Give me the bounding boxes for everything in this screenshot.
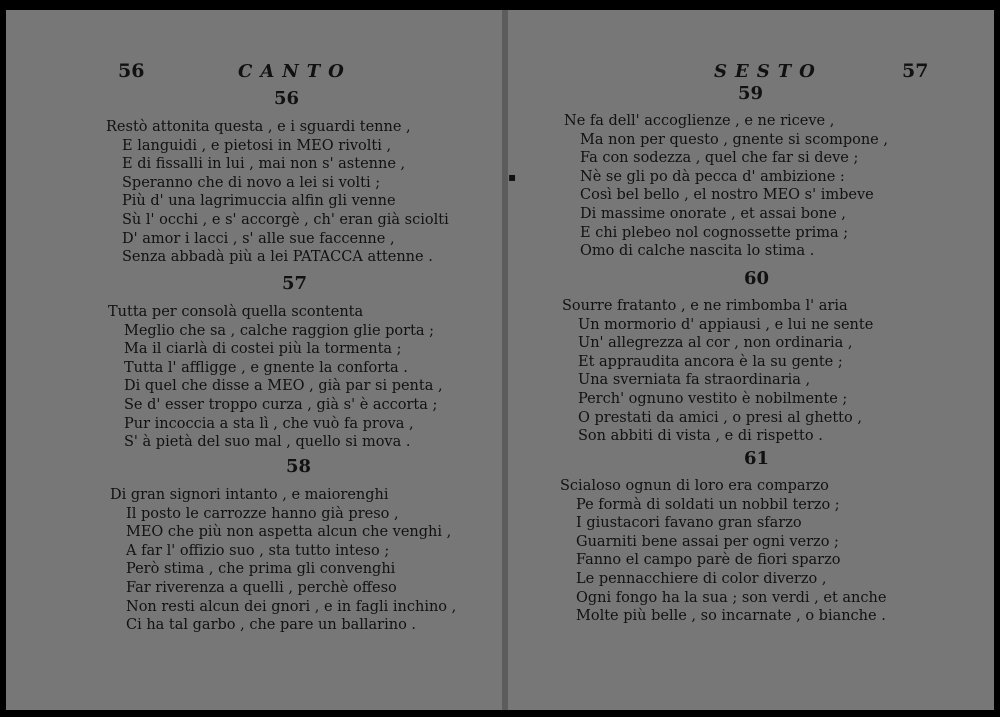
verse-line: E chi plebeo nol cognossette prima ; xyxy=(580,224,849,241)
verse-line: Ci ha tal garbo , che pare un ballarino . xyxy=(126,617,417,634)
verse-line: E languidi , e pietosi in MEO rivolti , xyxy=(122,137,392,154)
verse-line: Scialoso ognun di loro era comparzo xyxy=(560,478,829,494)
stanza xyxy=(110,486,456,635)
margin-mark: ▪ xyxy=(508,170,517,184)
stanza xyxy=(564,112,888,261)
verse-line: Speranno che di novo a lei si volti ; xyxy=(122,174,381,191)
verse-line: Pur incoccia a sta lì , che vuò fa prova , xyxy=(124,415,414,432)
verse-line: Sourre fratanto , e ne rimbomba l' aria xyxy=(562,298,848,314)
verse-line: Di quel che disse a MEO , già par si penta , xyxy=(124,378,443,395)
verse-line: Restò attonita questa , e i sguardi tenne , xyxy=(106,119,411,135)
verse-line: Il posto le carrozze hanno già preso , xyxy=(126,505,399,522)
stanza xyxy=(108,303,443,452)
verse-line: Non resti alcun dei gnori , e in fagli inchino , xyxy=(126,598,457,615)
right-running-head: SESTO xyxy=(714,61,823,82)
verse-line: S' à pietà del suo mal , quello si mova . xyxy=(124,434,411,451)
stanza-number: 58 xyxy=(286,456,312,477)
verse-line: Tutta per consolà quella scontenta xyxy=(108,304,364,320)
left-running-head: CANTO xyxy=(238,61,352,82)
verse-line: Sù l' occhi , e s' accorgè , ch' eran già sciolti xyxy=(122,211,449,228)
verse-line: Pe formà di soldati un nobbil terzo ; xyxy=(576,496,840,513)
verse-line: Ma non per questo , gnente si scompone , xyxy=(580,131,888,148)
verse-line: MEO che più non aspetta alcun che venghi , xyxy=(126,524,452,541)
left-page xyxy=(6,10,517,710)
right-page-number: 57 xyxy=(902,60,929,82)
verse-line: Però stima , che prima gli convenghi xyxy=(126,561,396,578)
book-spread xyxy=(6,10,994,710)
verse-line: Et appraudita ancora è la su gente ; xyxy=(578,353,843,370)
verse-line: Di massime onorate , et assai bone , xyxy=(580,205,846,222)
stanza-number: 56 xyxy=(274,88,300,109)
verse-line: Nè se gli po dà pecca d' ambizione : xyxy=(580,168,845,185)
verse-line: D' amor i lacci , s' alle sue faccenne , xyxy=(122,230,395,247)
verse-line: Le pennacchiere di color diverzo , xyxy=(576,570,827,587)
verse-line: O prestati da amici , o presi al ghetto , xyxy=(578,409,862,426)
verse-line: Ma il ciarlà di costei più la tormenta ; xyxy=(124,341,402,358)
stanza-number: 59 xyxy=(738,83,764,104)
verse-line: Omo di calche nascita lo stima . xyxy=(580,243,815,260)
verse-line: Un mormorio d' appiausi , e lui ne sente xyxy=(578,316,874,333)
verse-line: Meglio che sa , calche raggion glie porta ; xyxy=(124,322,435,339)
verse-line: Ne fa dell' accoglienze , e ne riceve , xyxy=(564,113,835,129)
verse-line: Perch' ognuno vestito è nobilmente ; xyxy=(578,390,848,407)
verse-line: Fanno el campo parè de fiori sparzo xyxy=(576,552,841,569)
verse-line: I giustacori favano gran sfarzo xyxy=(576,515,802,532)
stanza xyxy=(562,297,873,446)
verse-line: Ogni fongo ha la sua ; son verdi , et anche xyxy=(576,589,887,606)
verse-line: Una sverniata fa straordinaria , xyxy=(578,372,811,389)
right-page xyxy=(508,10,994,710)
verse-line: Son abbiti di vista , e di rispetto . xyxy=(578,428,823,445)
verse-line: Fa con sodezza , quel che far si deve ; xyxy=(580,150,859,167)
verse-line: Far riverenza a quelli , perchè offeso xyxy=(126,579,397,596)
verse-line: Senza abbadà più a lei PATACCA attenne . xyxy=(122,249,433,266)
verse-line: Guarniti bene assai per ogni verzo ; xyxy=(576,533,839,550)
verse-line: E di fissalli in lui , mai non s' astenne , xyxy=(122,156,406,173)
verse-line: Tutta l' affligge , e gnente la conforta . xyxy=(124,359,408,376)
left-page-number: 56 xyxy=(118,60,145,82)
stanza-number: 60 xyxy=(744,268,770,289)
stanza-number: 57 xyxy=(282,273,308,294)
verse-line: Se d' esser troppo curza , già s' è accorta ; xyxy=(124,396,438,413)
stanza-number: 61 xyxy=(744,448,770,469)
verse-line: Un' allegrezza al cor , non ordinaria , xyxy=(578,335,853,352)
verse-line: Più d' una lagrimuccia alfin gli venne xyxy=(122,193,396,210)
verse-line: Così bel bello , el nostro MEO s' imbeve xyxy=(580,187,874,204)
verse-line: A far l' offizio suo , sta tutto inteso ; xyxy=(126,542,390,559)
verse-line: Di gran signori intanto , e maiorenghi xyxy=(110,487,389,503)
stanza xyxy=(560,477,886,626)
verse-line: Molte più belle , so incarnate , o bianche . xyxy=(576,608,886,625)
stanza xyxy=(106,118,449,267)
